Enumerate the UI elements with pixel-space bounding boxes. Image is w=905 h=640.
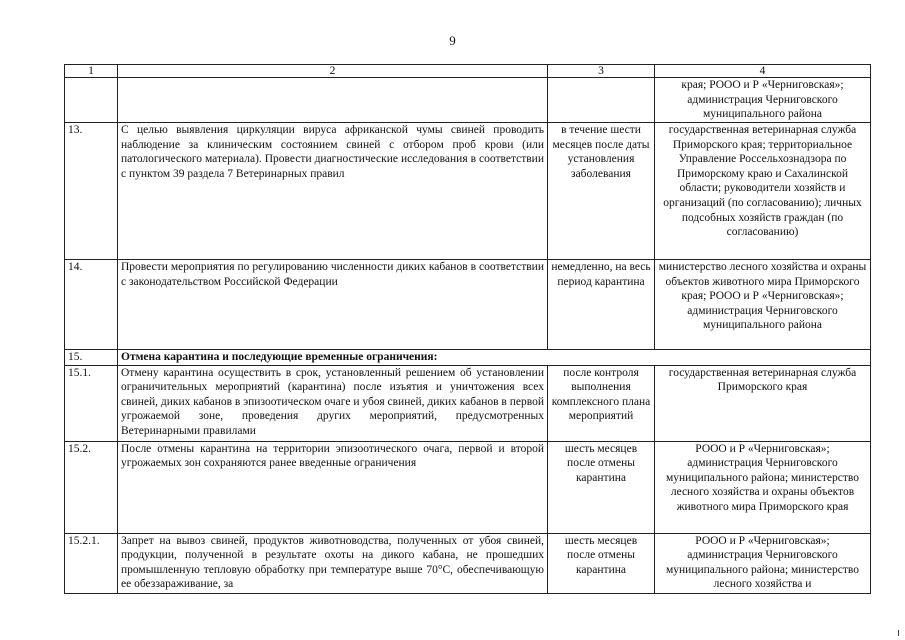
column-header-measure: 2	[118, 65, 548, 78]
row-measure	[118, 78, 548, 123]
row-number: 13.	[65, 123, 118, 260]
row-measure: Провести мероприятия по регулированию численности диких кабанов в соответствии с законодательством Российской Федерации	[118, 260, 548, 350]
column-header-number: 1	[65, 65, 118, 78]
table-row	[65, 350, 871, 366]
row-executor: края; РООО и Р «Черниговская»; администрация Черниговского муниципального района	[655, 78, 871, 123]
row-measure: Запрет на вывоз свиней, продуктов животноводства, полученных от убоя свиней, продукции, полученной в результате охоты на дикого кабана, не прошедших промышленную тепловую обработку при температуре выше 70°С, обеспечивающую ее обеззараживание, за	[118, 533, 548, 593]
row-executor: государственная ветеринарная служба Приморского края; территориальное Управление Россельхознадзора по Приморскому краю и Сахалинской области; руководители хозяйств и организаций (по согласованию); личных подсобных хозяйств граждан (по согласованию)	[655, 123, 871, 260]
row-measure: С целью выявления циркуляции вируса африканской чумы свиней проводить наблюдение за клиническим состоянием свиней с отбором проб крови (или патологического материала). Провести диагностические исследования в соответствии с пунктом 39 раздела 7 Ветеринарных правил	[118, 123, 548, 260]
row-executor: РООО и Р «Черниговская»; администрация Черниговского муниципального района; министерство лесного хозяйства и	[655, 533, 871, 593]
table-row	[65, 441, 871, 533]
column-header-executor: 4	[655, 65, 871, 78]
table-row	[65, 533, 871, 593]
row-term: шесть месяцев после отмены карантина	[548, 441, 655, 533]
row-number: 15.	[65, 350, 118, 366]
table-header-row	[65, 65, 871, 78]
column-header-term: 3	[548, 65, 655, 78]
row-number: 15.2.	[65, 441, 118, 533]
row-executor: РООО и Р «Черниговская»; администрация Черниговского муниципального района; министерство лесного хозяйства и охраны объектов животного мира Приморского края	[655, 441, 871, 533]
row-term: в течение шести месяцев после даты установления заболевания	[548, 123, 655, 260]
table-row	[65, 123, 871, 260]
table-row	[65, 260, 871, 350]
row-term	[548, 78, 655, 123]
section-heading: Отмена карантина и последующие временные ограничения:	[118, 350, 871, 366]
row-number: 14.	[65, 260, 118, 350]
row-term: шесть месяцев после отмены карантина	[548, 533, 655, 593]
action-plan-table	[64, 64, 871, 594]
row-executor: государственная ветеринарная служба Приморского края	[655, 365, 871, 441]
table-row	[65, 365, 871, 441]
row-term: после контроля выполнения комплексного плана мероприятий	[548, 365, 655, 441]
row-executor: министерство лесного хозяйства и охраны объектов животного мира Приморского края; РООО и Р «Черниговская»; администрация Черниговского муниципального района	[655, 260, 871, 350]
row-number	[65, 78, 118, 123]
row-measure: Отмену карантина осуществить в срок, установленный решением об установлении ограничительных мероприятий (карантина) после изъятия и уничтожения всех свиней, диких кабанов в эпизоотическом очаге и убоя свиней, диких кабанов в первой угрожаемой зоне, проведения других мероприятий, предусмотренных Ветеринарными правилами	[118, 365, 548, 441]
row-number: 15.2.1.	[65, 533, 118, 593]
row-measure: После отмены карантина на территории эпизоотического очага, первой и второй угрожаемых зон сохраняются ранее введенные ограничения	[118, 441, 548, 533]
page-number: 9	[449, 33, 456, 48]
table-row	[65, 78, 871, 123]
row-term: немедленно, на весь период карантина	[548, 260, 655, 350]
row-number: 15.1.	[65, 365, 118, 441]
scan-edge-mark	[898, 630, 899, 636]
